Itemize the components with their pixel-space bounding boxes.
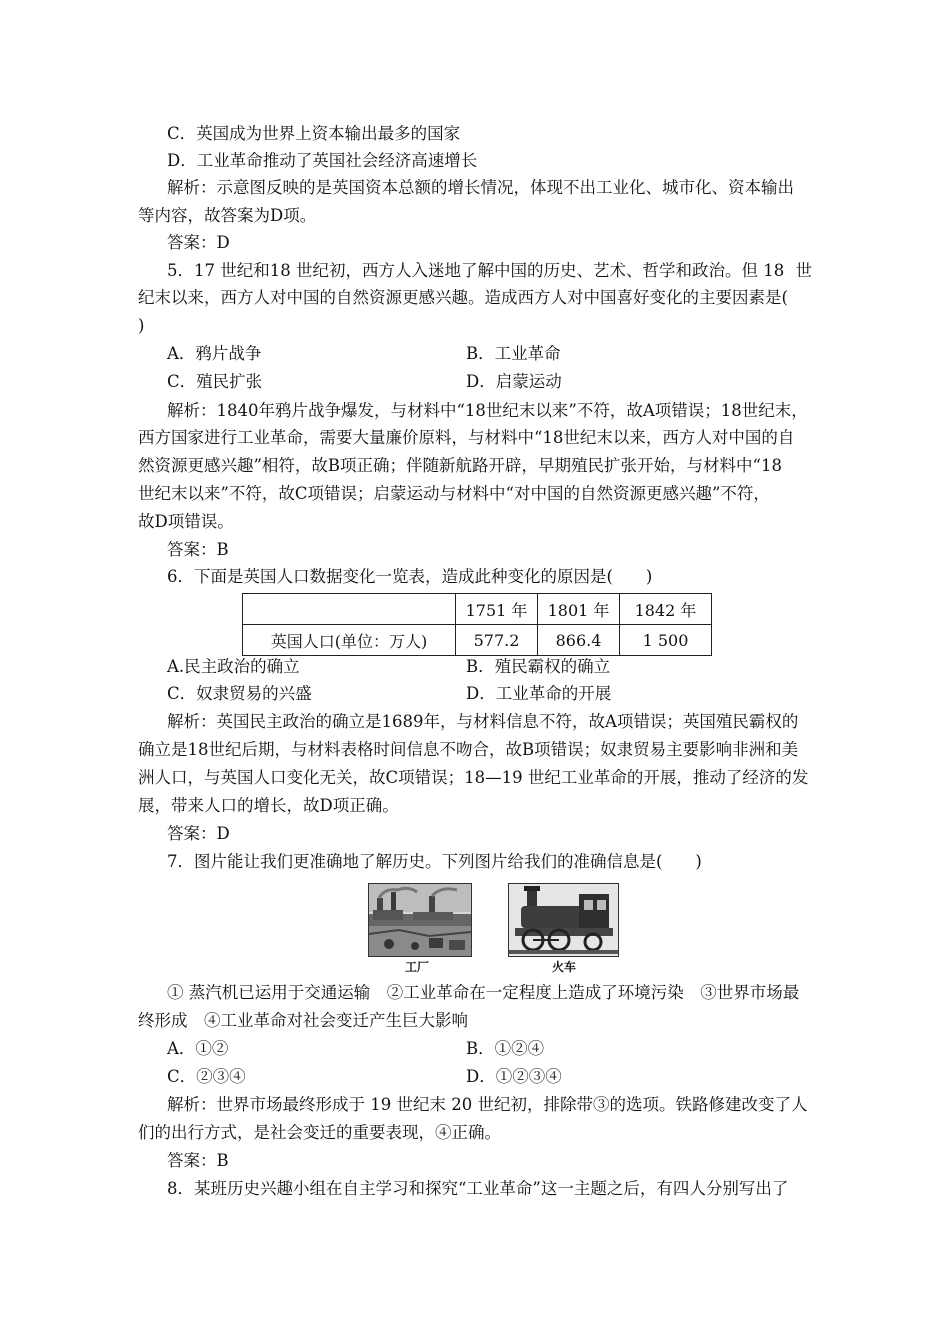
q5-option-d: D．启蒙运动 <box>466 372 562 391</box>
q5-analysis-line-4: 世纪末以来”不符，故C项错误；启蒙运动与材料中“对中国的自然资源更感兴趣”不符， <box>138 484 770 503</box>
q7-answer: 答案：B <box>167 1151 229 1170</box>
q7-option-a: A．①② <box>167 1039 229 1058</box>
train-caption: 火车 <box>552 960 577 974</box>
table-header-row <box>243 594 712 625</box>
q5-stem-line-1 <box>138 260 812 282</box>
q8-stem-line-1: 8．某班历史兴趣小组在自主学习和探究“工业革命”这一主题之后，有四人分别写出了 <box>167 1179 789 1198</box>
q7-option-d: D．①②③④ <box>466 1067 562 1086</box>
q4-analysis-line-2: 等内容，故答案为D项。 <box>138 206 317 225</box>
q4-option-d: D．工业革命推动了英国社会经济高速增长 <box>167 151 478 170</box>
q7-statements-line-1: ① 蒸汽机已运用于交通运输 ②工业革命在一定程度上造成了环境污染 ③世界市场最 <box>167 983 800 1002</box>
q6-analysis-line-4: 展，带来人口的增长，故D项正确。 <box>138 796 399 815</box>
factory-image <box>368 883 472 957</box>
q6-analysis-line-3: 洲人口，与英国人口变化无关，故C项错误；18—19 世纪工业革命的开展，推动了经济的发 <box>138 768 809 787</box>
q5-option-a: A．鸦片战争 <box>167 344 262 363</box>
factory-caption: 工厂 <box>405 960 430 974</box>
q6-option-b: B．殖民霸权的确立 <box>466 657 611 676</box>
q5-stem-line-1a: 5．17 世纪和18 世纪初，西方人入迷地了解中国的历史、艺术、哲学和政治。但 18 <box>167 261 785 280</box>
q5-stem-line-3: ) <box>138 316 145 335</box>
q4-answer: 答案：D <box>167 233 230 252</box>
q7-analysis-line-1: 解析：世界市场最终形成于 19 世纪末 20 世纪初，排除带③的选项。铁路修建改变了人 <box>167 1095 808 1114</box>
q7-stem: 7．图片能让我们更准确地了解历史。下列图片给我们的准确信息是( ) <box>167 852 702 871</box>
q6-analysis-line-1: 解析：英国民主政治的确立是1689年，与材料信息不符，故A项错误；英国殖民霸权的 <box>167 712 799 731</box>
q5-option-c: C．殖民扩张 <box>167 372 263 391</box>
q6-answer: 答案：D <box>167 824 230 843</box>
q7-option-b: B．①②④ <box>466 1039 545 1058</box>
q6-option-a: A.民主政治的确立 <box>167 657 300 676</box>
table-header-cell: 1801 年 <box>538 594 620 625</box>
q5-analysis-line-1: 解析：1840年鸦片战争爆发，与材料中“18世纪末以来”不符，故A项错误；18世纪末， <box>167 401 808 420</box>
q6-analysis-line-2: 确立是18世纪后期，与材料表格时间信息不吻合，故B项错误；奴隶贸易主要影响非洲和美 <box>138 740 799 759</box>
q5-answer: 答案：B <box>167 540 229 559</box>
table-row-label: 英国人口(单位：万人) <box>243 625 456 656</box>
locomotive-illustration <box>509 884 618 956</box>
q7-option-c: C．②③④ <box>167 1067 246 1086</box>
q5-stem-line-2: 纪末以来，西方人对中国的自然资源更感兴趣。造成西方人对中国喜好变化的主要因素是( <box>138 288 788 307</box>
q7-statements-line-2: 终形成 ④工业革命对社会变迁产生巨大影响 <box>138 1011 468 1030</box>
table-row <box>243 625 712 656</box>
q6-stem: 6．下面是英国人口数据变化一览表，造成此种变化的原因是( ) <box>167 567 653 586</box>
table-header-cell: 1842 年 <box>620 594 712 625</box>
table-header-cell <box>243 594 456 625</box>
q4-option-c: C．英国成为世界上资本输出最多的国家 <box>167 124 461 143</box>
q6-option-c: C．奴隶贸易的兴盛 <box>167 684 312 703</box>
population-table <box>242 593 712 656</box>
train-image <box>508 883 619 957</box>
q4-analysis-line-1: 解析：示意图反映的是英国资本总额的增长情况，体现不出工业化、城市化、资本输出 <box>167 178 794 197</box>
q5-analysis-line-3: 然资源更感兴趣”相符，故B项正确；伴随新航路开辟，早期殖民扩张开始，与材料中“18 <box>138 456 782 475</box>
q5-analysis-line-2: 西方国家进行工业革命，需要大量廉价原料，与材料中“18世纪末以来，西方人对中国的自 <box>138 428 795 447</box>
q5-stem-line-1b: 世 <box>795 261 812 280</box>
q6-option-d: D．工业革命的开展 <box>466 684 612 703</box>
table-cell: 1 500 <box>620 625 712 656</box>
table-cell: 866.4 <box>538 625 620 656</box>
table-cell: 577.2 <box>456 625 538 656</box>
table-header-cell: 1751 年 <box>456 594 538 625</box>
q7-analysis-line-2: 们的出行方式，是社会变迁的重要表现，④正确。 <box>138 1123 501 1142</box>
q5-analysis-line-5: 故D项错误。 <box>138 512 234 531</box>
q5-option-b: B．工业革命 <box>466 344 561 363</box>
factory-illustration <box>369 884 471 956</box>
